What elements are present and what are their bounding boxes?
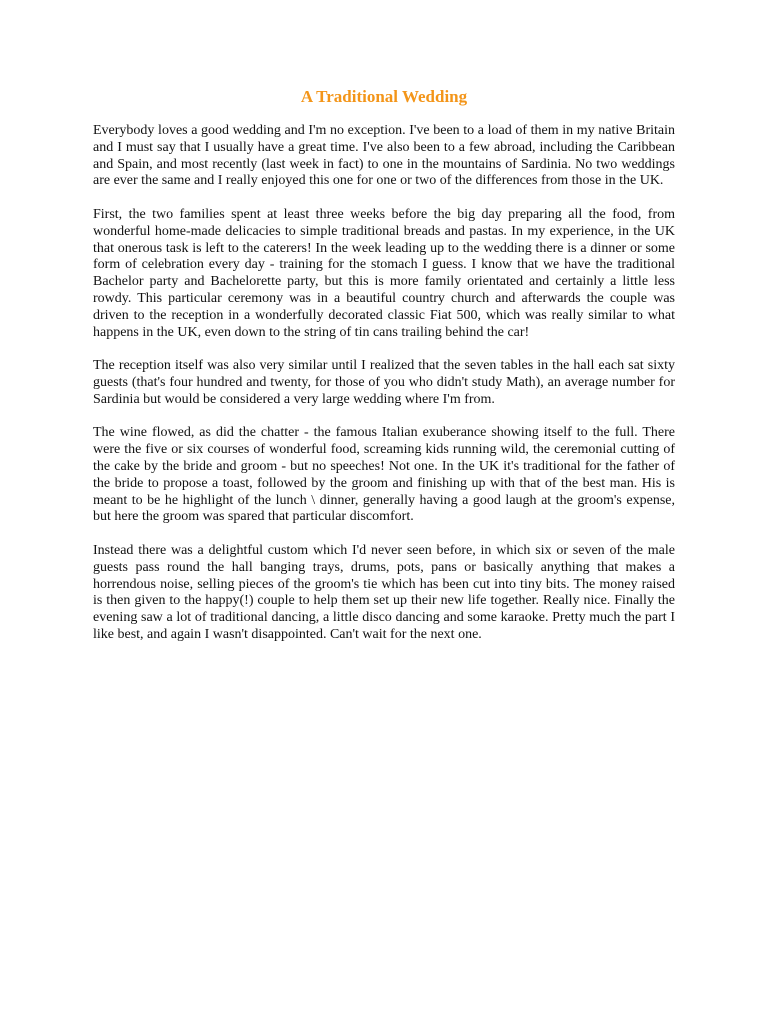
article-body — [93, 123, 675, 661]
paragraph-4: The wine flowed, as did the chatter - the famous Italian exuberance showing itself to the full. There were the five or six courses of wonderful food, screaming kids running wild, the ceremonial cutting of the cake by the bride and groom - but no speeches! Not one. In the UK it's traditional for the father of the bride to propose a toast, followed by the groom and finishing up with that of the best man. His is meant to be he highlight of the lunch \ dinner, generally having a good laugh at the groom's expense, but here the groom was spared that particular discomfort. — [93, 425, 675, 525]
page-title: A Traditional Wedding — [300, 87, 468, 106]
paragraph-2: First, the two families spent at least three weeks before the big day preparing all the food, from wonderful home-made delicacies to simple traditional breads and pastas. In my experience, in the UK that onerous task is left to the caterers! In the week leading up to the wedding there is a dinner or some form of celebration every day - training for the stomach I guess. I know that we have the traditional Bachelor party and Bachelorette party, but this is more family orientated and certainly a little less rowdy. This particular ceremony was in a beautiful country church and afterwards the couple was driven to the reception in a wonderfully decorated classic Fiat 500, which was really similar to what happens in the UK, even down to the string of tin cans trailing behind the car! — [93, 206, 675, 340]
paragraph-1: Everybody loves a good wedding and I'm no exception. I've been to a load of them in my native Britain and I must say that I usually have a great time. I've also been to a few abroad, including the Caribbean and Spain, and most recently (last week in fact) to one in the mountains of Sardinia. No two weddings are ever the same and I really enjoyed this one for one or two of the differences from those in the UK. — [93, 123, 675, 189]
paragraph-5: Instead there was a delightful custom which I'd never seen before, in which six or seven of the male guests pass round the hall banging trays, drums, pots, pans or basically anything that makes a horrendous noise, selling pieces of the groom's tie which has been cut into tiny bits. The money raised is then given to the happy(!) couple to help them set up their new life together. Really nice. Finally the evening saw a lot of traditional dancing, a little disco dancing and some karaoke. Pretty much the part I like best, and again I wasn't disappointed. Can't wait for the next one. — [93, 542, 675, 642]
paragraph-3: The reception itself was also very similar until I realized that the seven tables in the hall each sat sixty guests (that's four hundred and twenty, for those of you who didn't study Math), an average number for Sardinia but would be considered a very large wedding where I'm from. — [93, 358, 675, 407]
